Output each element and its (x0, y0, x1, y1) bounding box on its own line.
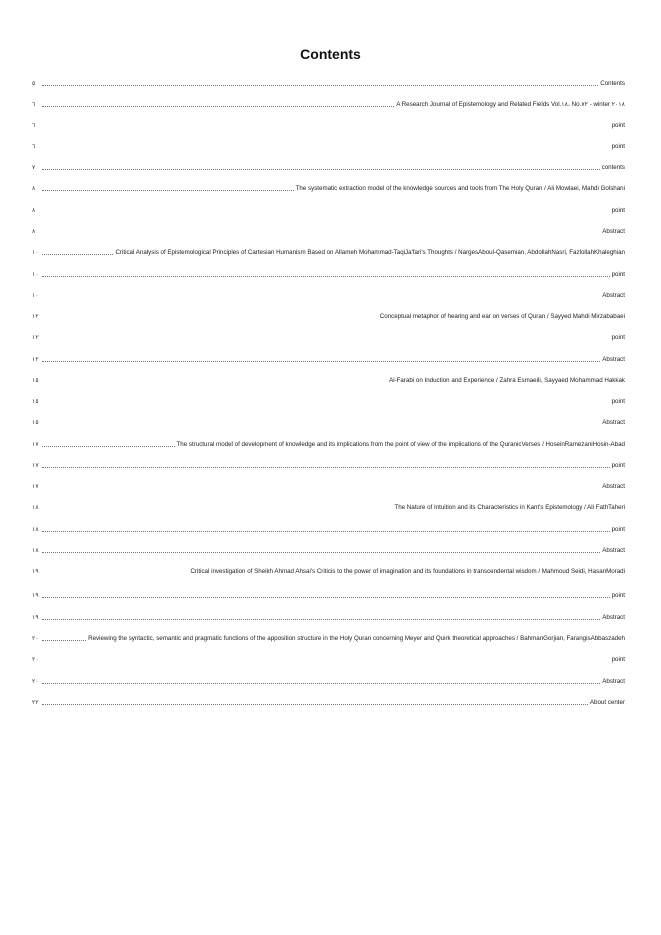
toc-page-number: ٦ (32, 122, 36, 129)
toc-entry-title: Conceptual metaphor of hearing and ear on verses of Quran / Sayyed Mahdi Mirzababaei (379, 313, 625, 320)
toc-entry[interactable] (32, 352, 625, 364)
toc-page-number: ٢٠ (32, 635, 39, 642)
dot-leader (42, 446, 175, 447)
toc-entry-title: A Research Journal of Epistemology and Related Fields Vol.١٨، No.٧٢ - winter ٢٠١٨ (396, 101, 625, 108)
toc-entry-title: point (611, 592, 625, 599)
dot-leader (42, 297, 600, 298)
toc-page-number: ١٩ (32, 592, 39, 599)
toc-entry[interactable] (32, 500, 625, 512)
toc-page-number: ١٢ (32, 334, 39, 341)
toc-page-number: ١٢ (32, 313, 39, 320)
toc-page-number: ٨ (32, 185, 36, 192)
dot-leader (42, 85, 598, 86)
toc-entry[interactable] (32, 373, 625, 385)
toc-entry[interactable] (32, 288, 625, 300)
dot-leader (42, 683, 600, 684)
dot-leader (42, 318, 378, 319)
toc-entry-title: point (611, 462, 625, 469)
toc-entry-title: The Nature of Intuition and its Characteristics in Kant's Epistemology / Ali FathTaheri (394, 504, 625, 511)
toc-entry[interactable] (32, 309, 625, 321)
toc-entry[interactable] (32, 97, 625, 109)
toc-entry[interactable] (32, 118, 625, 130)
dot-leader (42, 509, 392, 510)
toc-entry[interactable] (32, 479, 625, 491)
toc-entry[interactable] (32, 543, 625, 555)
toc-page-number: ٢٠ (32, 656, 39, 663)
dot-leader (42, 339, 610, 340)
toc-entry[interactable] (32, 160, 625, 172)
dot-leader (42, 488, 600, 489)
dot-leader (42, 382, 387, 383)
toc-entry[interactable] (32, 458, 625, 470)
toc-page-number: ١٩ (32, 614, 39, 621)
toc-entry[interactable] (32, 330, 625, 342)
toc-entry[interactable] (32, 181, 625, 193)
dot-leader (42, 212, 610, 213)
dot-leader (42, 276, 610, 277)
toc-entry-title: point (611, 526, 625, 533)
toc-entry-title: Abstract (602, 483, 625, 490)
toc-entry-title: Abstract (602, 678, 625, 685)
toc-entry-title: Contents (600, 80, 625, 87)
toc-entry-title: Abstract (602, 547, 625, 554)
toc-page-number: ١٧ (32, 462, 39, 469)
toc-entry-title: point (611, 207, 625, 214)
dot-leader (42, 106, 394, 107)
toc-entry[interactable] (32, 522, 625, 534)
toc-page-number: ١٨ (32, 526, 39, 533)
toc-entry-title: Al-Farabi on Induction and Experience / Zahra Esmaeili, Sayyaed Mohammad Hakkak (389, 377, 625, 384)
toc-entry-title: The structural model of development of knowledge and its implications from the point of view of the implications of the QuranicVerses / HoseinRamezaniHosin-Abad (176, 441, 625, 448)
toc-entry[interactable] (32, 245, 625, 257)
toc-entry-title: Abstract (602, 419, 625, 426)
toc-entry[interactable] (32, 203, 625, 215)
toc-page-number: ٦ (32, 101, 36, 108)
toc-page-number: ٢٠ (32, 678, 39, 685)
dot-leader (42, 403, 610, 404)
dot-leader (42, 531, 610, 532)
toc-page-number: ١٩ (32, 568, 39, 575)
toc-entry[interactable] (32, 394, 625, 406)
toc-entry-title: point (611, 122, 625, 129)
toc-page-number: ١٧ (32, 441, 39, 448)
toc-page-number: ٨ (32, 207, 36, 214)
dot-leader (42, 190, 294, 191)
toc-entry[interactable] (32, 674, 625, 686)
toc-entry[interactable] (32, 415, 625, 427)
dot-leader (42, 552, 600, 553)
toc-entry-title: Critical Analysis of Epistemological Principles of Cartesian Humanism Based on Allameh Mohammad-TaqiJa'fari's Thoughts / NargesAboul-Qasemian, AbdollahNasri, FazlollahKhaleghian (115, 249, 625, 256)
toc-entry-title: Critical investigation of Sheikh Ahmad Ahsai's Criticis to the power of imagination and its foundations in transcendental wisdom / Mahmoud Seidi, HasanMoradi (190, 568, 625, 575)
toc-entry[interactable] (32, 564, 625, 576)
dot-leader (42, 233, 600, 234)
dot-leader (42, 467, 610, 468)
dot-leader (42, 704, 588, 705)
toc-page-number: ١٨ (32, 504, 39, 511)
toc-page-number: ٧ (32, 164, 36, 171)
toc-entry-title: point (611, 398, 625, 405)
dot-leader (42, 424, 600, 425)
toc-page-number: ١٠ (32, 271, 39, 278)
toc-entry[interactable] (32, 588, 625, 600)
toc-entry-title: point (611, 143, 625, 150)
toc-entry-title: point (611, 271, 625, 278)
toc-entry[interactable] (32, 437, 625, 449)
toc-page-number: ١٢ (32, 356, 39, 363)
toc-entry-title: point (611, 656, 625, 663)
toc-entry-title: Abstract (602, 356, 625, 363)
toc-entry-title: The systematic extraction model of the knowledge sources and tools from The Holy Quran / Ali Mowlaei, Mahdi Golshani (295, 185, 625, 192)
toc-entry-title: Reviewing the syntactic, semantic and pragmatic functions of the apposition structure in the Holy Quran concerning Meyer and Quirk theoretical approaches / BahmanGorjian, FarangisAbbaszadeh (88, 635, 625, 642)
toc-entry-title: About center (589, 699, 625, 706)
dot-leader (42, 127, 610, 128)
dot-leader (42, 619, 600, 620)
toc-entry-title: Abstract (602, 614, 625, 621)
toc-entry[interactable] (32, 76, 625, 88)
toc-page-number: ١٥ (32, 398, 39, 405)
dot-leader (42, 573, 188, 574)
toc-page-number: ٥ (32, 80, 36, 87)
toc-entry-title: point (611, 334, 625, 341)
toc-entry[interactable] (32, 224, 625, 236)
toc-entry[interactable] (32, 267, 625, 279)
dot-leader (42, 361, 600, 362)
toc-page-number: ١٧ (32, 483, 39, 490)
toc-page-number: ١٥ (32, 377, 39, 384)
toc-entry-title: Abstract (602, 292, 625, 299)
dot-leader (42, 640, 86, 641)
toc-page-number: ٢٢ (32, 699, 39, 706)
toc-page-number: ١٥ (32, 419, 39, 426)
page-title: Contents (300, 46, 361, 62)
toc-page-number: ١٠ (32, 249, 39, 256)
toc-entry-title: Abstract (602, 228, 625, 235)
dot-leader (42, 661, 610, 662)
toc-entry[interactable] (32, 695, 625, 707)
toc-page-number: ١٨ (32, 547, 39, 554)
toc-entry[interactable] (32, 631, 625, 643)
dot-leader (42, 254, 113, 255)
toc-entry-title: contents (601, 164, 625, 171)
toc-page-number: ٦ (32, 143, 36, 150)
toc-page-number: ٨ (32, 228, 36, 235)
dot-leader (42, 169, 600, 170)
toc-entry[interactable] (32, 610, 625, 622)
toc-entry[interactable] (32, 139, 625, 151)
toc-entry[interactable] (32, 652, 625, 664)
toc-page-number: ١٠ (32, 292, 39, 299)
dot-leader (42, 148, 610, 149)
dot-leader (42, 597, 610, 598)
